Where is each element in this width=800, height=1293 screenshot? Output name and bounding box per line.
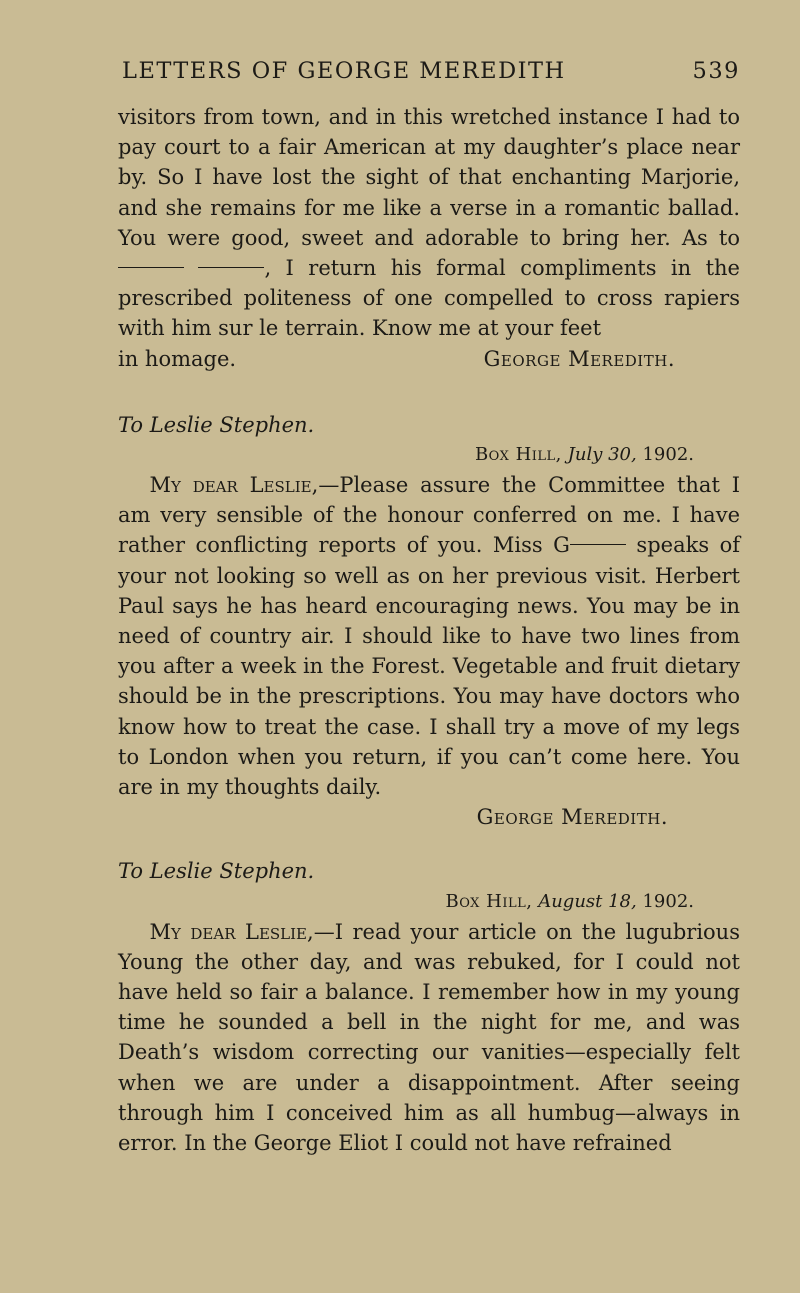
salutation: My dear Leslie, xyxy=(149,473,319,498)
dateline-month-day: July 30, xyxy=(567,444,637,466)
letter-recipient: To Leslie Stephen. xyxy=(118,859,315,884)
letter-dateline xyxy=(118,887,740,917)
continuation-text-a: visitors from town, and in this wretched instance I had to pay court to a fair American at my daughter’s place near by. So I have lost the sight of that enchanting Marjorie, and she remains for me like a verse in a romantic ballad. You were good, sweet and adorable to bring her. As to xyxy=(118,105,740,250)
dateline-year: 1902. xyxy=(642,444,694,466)
signature: George Meredith. xyxy=(483,346,675,371)
salutation: My dear Leslie, xyxy=(149,919,314,944)
running-header xyxy=(118,58,740,92)
omitted-name-dash xyxy=(118,267,184,268)
letter-dateline xyxy=(118,440,740,470)
omitted-name-dash xyxy=(198,267,264,268)
page-body xyxy=(118,102,740,1158)
dateline-place: Box Hill, xyxy=(445,890,533,912)
closing-text: in homage. xyxy=(118,346,237,371)
letter-body-text: —I read your article on the lugubrious Young the other day, and was rebuked, for I could not have held so fair a balance. I remember how in my young time he sounded a bell in the night for me, and was Death’s wisdom correcting our vanities—especially felt when we are under a disappointment. After seeing through him I conceived him as all humbug—always in error. In the George Eliot I could not have refrained xyxy=(118,919,740,1156)
continuation-text-b: , I return his formal compliments in the prescribed politeness of one compelled to cross rapiers with him sur le terrain. Know me at your feet xyxy=(118,256,740,341)
dateline-month-day: August 18, xyxy=(538,890,637,912)
page-number: 539 xyxy=(692,58,740,84)
closing-line xyxy=(118,344,740,374)
dateline-year: 1902. xyxy=(642,890,694,912)
dateline-place: Box Hill, xyxy=(474,444,562,466)
letter-body-paragraph xyxy=(118,470,740,802)
running-title: LETTERS OF GEORGE MEREDITH xyxy=(122,58,566,84)
signature: George Meredith. xyxy=(476,805,668,830)
letter-body-text-b: speaks of your not looking so well as on her previous visit. Herbert Paul says he has heard encouraging news. You may be in need of country air. I should like to have two lines from you after a week in the Forest. Vegetable and fruit dietary should be in the prescriptions. You may have doctors who know how to treat the case. I shall try a move of my legs to London when you return, if you can’t come here. You are in my thoughts daily. xyxy=(118,533,740,800)
omitted-name-dash xyxy=(570,544,626,545)
letter-body-text-a: —Please assure the Committee that I am very sensible of the honour conferred on me. I have rather conflicting reports of you. Miss G xyxy=(118,473,740,558)
letter-recipient: To Leslie Stephen. xyxy=(118,412,315,437)
letter-body-paragraph xyxy=(118,917,740,1159)
letter-continuation-paragraph xyxy=(118,102,740,344)
